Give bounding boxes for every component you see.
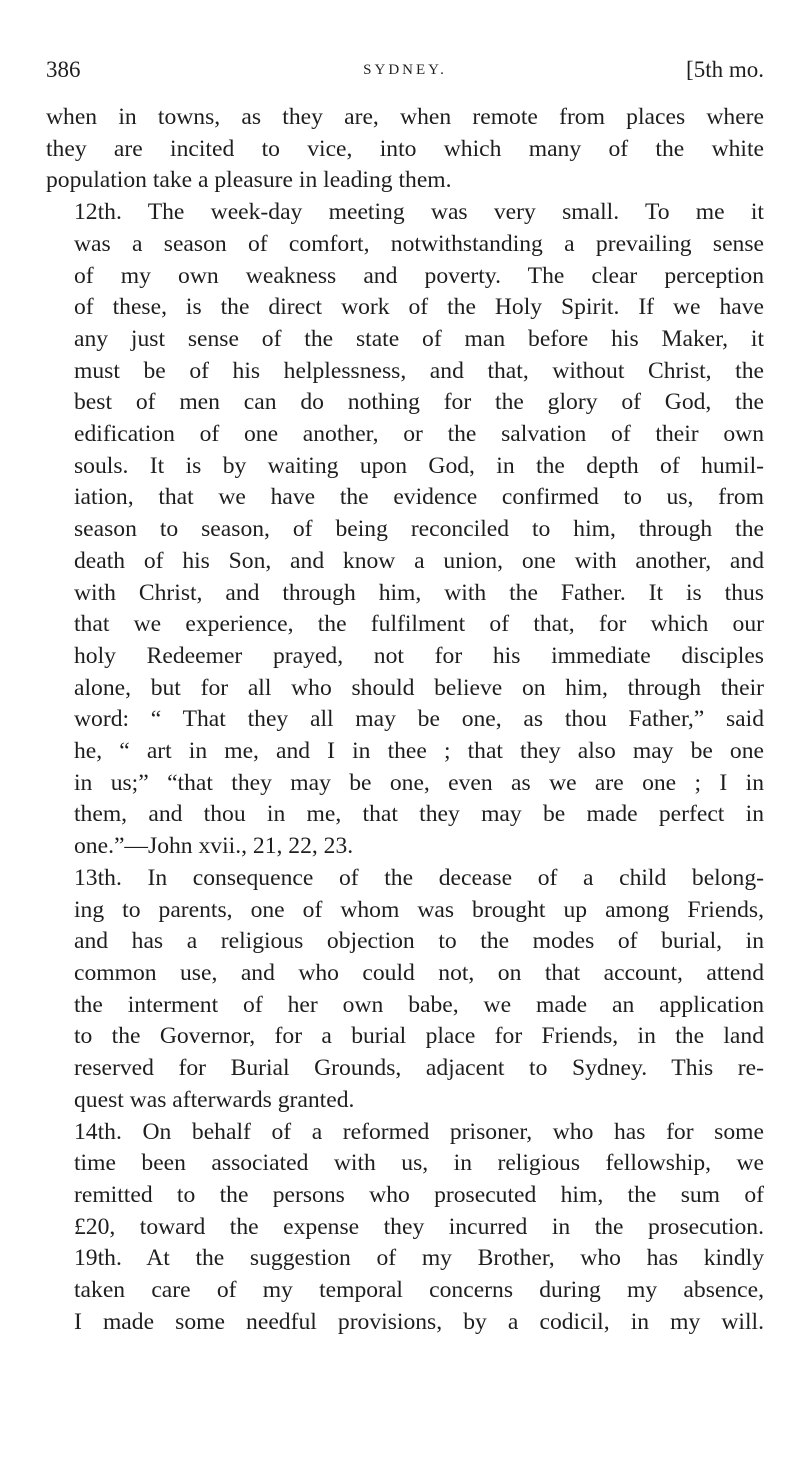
text-line: remitted to the persons who prosecuted him, the sum of (74, 1181, 764, 1208)
text-line: season to season, of being reconciled to him, through the (74, 516, 764, 543)
paragraph-continuation (46, 102, 764, 197)
text-line: 12th. The week-day meeting was very small. To me it (74, 199, 764, 226)
text-line: any just sense of the state of man before his Maker, it (74, 325, 764, 352)
text-line: 19th. At the suggestion of my Brother, who has kindly (74, 1245, 764, 1272)
paragraph-entry-19th (46, 1243, 764, 1338)
running-title: SYDNEY. (363, 62, 447, 78)
text-line: when in towns, as they are, when remote from places where (46, 104, 764, 130)
text-line: word: “ That they all may be one, as thou Father,” said (74, 706, 764, 733)
text-line: common use, and who could not, on that account, attend (74, 959, 764, 986)
paragraph-entry-14th (46, 1117, 764, 1244)
text-line: I made some needful provisions, by a codicil, in my will. (74, 1308, 764, 1335)
text-line: time been associated with us, in religious fellowship, we (74, 1150, 764, 1177)
text-line: they are incited to vice, into which many of the white (46, 135, 764, 162)
text-body (46, 102, 764, 1338)
text-line: souls. It is by waiting upon God, in the depth of humil- (74, 452, 764, 479)
text-line: and has a religious objection to the modes of burial, in (74, 928, 764, 955)
text-line: of my own weakness and poverty. The clear perception (74, 262, 764, 289)
text-line: ing to parents, one of whom was brought up among Friends, (74, 896, 764, 923)
book-page (46, 50, 764, 1338)
text-line: edification of one another, or the salvation of their own (74, 421, 764, 448)
text-line: holy Redeemer prayed, not for his immediate disciples (74, 642, 764, 669)
paragraph-entry-12th (46, 197, 764, 863)
text-line: with Christ, and through him, with the Father. It is thus (74, 579, 764, 606)
text-line: £20, toward the expense they incurred in the prosecution. (74, 1213, 764, 1240)
text-line: population take a pleasure in leading them. (46, 167, 452, 194)
text-line: he, “ art in me, and I in thee ; that they also may be one (74, 738, 764, 765)
text-line: alone, but for all who should believe on him, through their (74, 674, 764, 701)
running-head (46, 50, 764, 90)
text-line: one.”—John xvii., 21, 22, 23. (74, 833, 354, 860)
text-line: 13th. In consequence of the decease of a child belong- (74, 864, 764, 891)
text-line: the interment of her own babe, we made an application (74, 991, 764, 1018)
text-line: was a season of comfort, notwithstanding a prevailing sense (74, 230, 764, 257)
running-month: [5th mo. (686, 57, 764, 82)
text-line: quest was afterwards granted. (74, 1086, 355, 1113)
text-line: to the Governor, for a burial place for Friends, in the land (74, 1023, 764, 1050)
text-line: best of men can do nothing for the glory of God, the (74, 389, 764, 416)
page-number: 386 (46, 57, 81, 82)
text-line: iation, that we have the evidence confirmed to us, from (74, 484, 764, 511)
text-line: them, and thou in me, that they may be made perfect in (74, 801, 764, 828)
text-line: reserved for Burial Grounds, adjacent to Sydney. This re- (74, 1055, 764, 1082)
text-line: must be of his helplessness, and that, without Christ, the (74, 357, 764, 384)
text-line: that we experience, the fulfilment of that, for which our (74, 611, 764, 638)
text-line: in us;” “that they may be one, even as we are one ; I in (74, 769, 764, 796)
paragraph-entry-13th (46, 863, 764, 1117)
text-line: taken care of my temporal concerns during my absence, (74, 1277, 764, 1304)
text-line: 14th. On behalf of a reformed prisoner, who has for some (74, 1118, 764, 1145)
text-line: death of his Son, and know a union, one with another, and (74, 547, 764, 574)
text-line: of these, is the direct work of the Holy Spirit. If we have (74, 294, 764, 321)
